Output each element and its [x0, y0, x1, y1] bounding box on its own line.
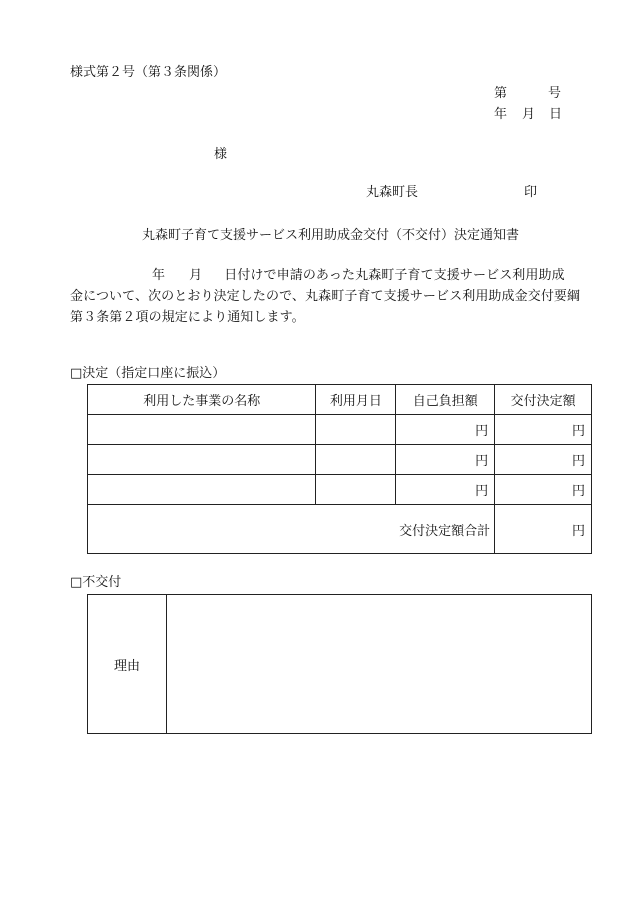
form-number: 様式第２号（第３条関係）: [70, 65, 227, 80]
use-date-cell[interactable]: [316, 445, 396, 475]
approval-table-header: [88, 385, 592, 415]
document-title: 丸森町子育て支援サービス利用助成金交付（不交付）決定通知書: [142, 228, 520, 243]
self-pay-cell[interactable]: 円: [396, 475, 495, 505]
doc-number-suffix: 号: [548, 86, 562, 101]
use-date-cell[interactable]: [316, 415, 396, 445]
doc-number-prefix: 第: [494, 86, 508, 101]
rejection-table: [87, 594, 592, 734]
body-line1-text: 日付けで申請のあった丸森町子育て支援サービス利用助成: [224, 268, 565, 283]
addressee-honorific: 様: [214, 147, 228, 162]
notice-body-line-1: [70, 265, 600, 286]
notice-body: [70, 265, 600, 328]
notice-body-line-2: 金について、次のとおり決定したので、丸森町子育て支援サービス利用助成金交付要綱: [70, 289, 581, 304]
total-row: [88, 505, 592, 554]
use-date-cell[interactable]: [316, 475, 396, 505]
body-year-label: 年: [152, 268, 166, 283]
service-name-cell[interactable]: [88, 445, 316, 475]
table-row: [88, 445, 592, 475]
grant-cell[interactable]: 円: [495, 445, 592, 475]
col-header-use-date: 利用月日: [316, 385, 396, 415]
reason-text-cell[interactable]: [167, 595, 592, 734]
col-header-service-name: 利用した事業の名称: [88, 385, 316, 415]
col-header-self-pay: 自己負担額: [396, 385, 495, 415]
total-label: 交付決定額合計: [88, 505, 495, 554]
approval-section-heading: □決定（指定口座に振込）: [70, 366, 226, 381]
seal-mark: 印: [524, 185, 538, 200]
reason-label: 理由: [88, 595, 167, 734]
date-year-label: 年: [494, 107, 508, 122]
table-row: [88, 475, 592, 505]
date-month-label: 月: [522, 107, 536, 122]
table-row: [88, 415, 592, 445]
rejection-section-heading: □不交付: [70, 575, 122, 590]
total-value-cell[interactable]: 円: [495, 505, 592, 554]
self-pay-cell[interactable]: 円: [396, 445, 495, 475]
col-header-grant: 交付決定額: [495, 385, 592, 415]
self-pay-cell[interactable]: 円: [396, 415, 495, 445]
notice-body-line-3: 第３条第２項の規定により通知します。: [70, 310, 305, 325]
body-month-label: 月: [189, 268, 203, 283]
approval-table: [87, 384, 592, 554]
grant-cell[interactable]: 円: [495, 475, 592, 505]
date-day-label: 日: [549, 107, 563, 122]
service-name-cell[interactable]: [88, 415, 316, 445]
grant-cell[interactable]: 円: [495, 415, 592, 445]
issuer-name: 丸森町長: [366, 185, 419, 200]
service-name-cell[interactable]: [88, 475, 316, 505]
